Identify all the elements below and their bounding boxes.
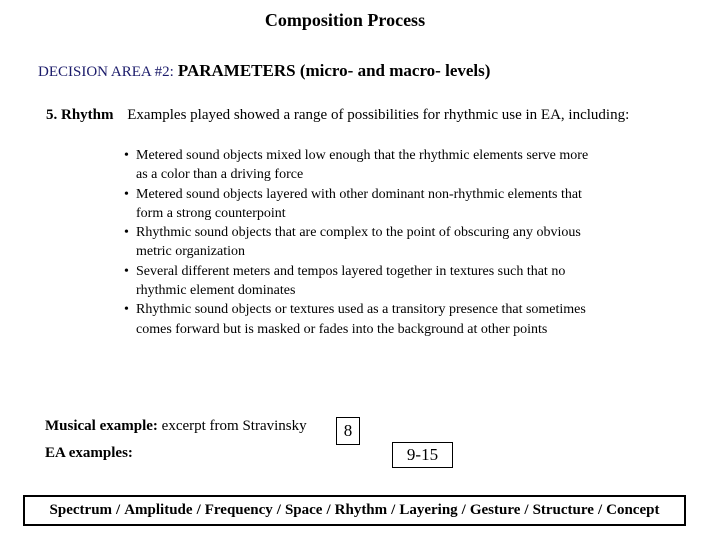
bullet-text: rhythmic element dominates [136, 283, 296, 299]
footer-item-layering[interactable]: Layering [399, 502, 458, 518]
bullet-item [124, 146, 684, 185]
footer-separator: / [326, 502, 331, 518]
bullet-item [124, 185, 684, 224]
musical-example [45, 418, 307, 435]
bullet-icon: • [124, 148, 129, 163]
musical-example-track-box[interactable]: 8 [336, 417, 360, 445]
footer-separator: / [461, 502, 466, 518]
bullet-icon: • [124, 302, 129, 318]
footer-separator: / [524, 502, 529, 518]
footer-separator: / [196, 502, 201, 518]
slide-title: Composition Process [264, 10, 426, 30]
footer-item-structure[interactable]: Structure [532, 502, 594, 518]
bullet-text: comes forward but is masked or fades into the background at other points [136, 321, 548, 337]
bullet-item [124, 223, 684, 262]
ea-examples [45, 445, 133, 462]
bullet-icon: • [124, 225, 129, 241]
bullet-item [124, 300, 684, 339]
ea-examples-label: EA examples: [45, 445, 133, 461]
footer-item-gesture[interactable]: Gesture [469, 502, 521, 518]
bullet-text: Several different meters and tempos layered together in textures such that no [136, 263, 566, 279]
parameter-nav-footer [23, 495, 686, 526]
bullet-text: Rhythmic sound objects that are complex to the point of obscuring any obvious [136, 225, 581, 241]
bullet-text: metric organization [136, 244, 245, 260]
bullet-item [124, 262, 684, 301]
bullet-text: Metered sound objects mixed low enough that the rhythmic elements serve more [136, 148, 589, 163]
musical-example-label: Musical example: [45, 418, 158, 434]
musical-example-text: excerpt from Stravinsky [161, 418, 307, 434]
parameters-heading: PARAMETERS (micro- and macro- levels) [177, 61, 491, 80]
footer-item-concept[interactable]: Concept [606, 502, 660, 518]
footer-separator: / [116, 502, 121, 518]
footer-item-amplitude[interactable]: Amplitude [124, 502, 193, 518]
footer-item-space[interactable]: Space [284, 502, 323, 518]
footer-separator: / [391, 502, 396, 518]
footer-separator: / [276, 502, 281, 518]
ea-examples-track-box[interactable]: 9-15 [392, 442, 453, 468]
bullet-text: Metered sound objects layered with other dominant non-rhythmic elements that [136, 186, 582, 202]
rhythm-label: 5. Rhythm [46, 107, 114, 123]
bullet-text: as a color than a driving force [136, 167, 304, 183]
footer-item-spectrum[interactable]: Spectrum [49, 502, 113, 518]
footer-item-frequency[interactable]: Frequency [204, 502, 273, 518]
rhythm-description: Examples played showed a range of possibilities for rhythmic use in EA, including: [127, 107, 630, 123]
decision-area-heading [38, 61, 490, 81]
footer-separator: / [597, 502, 603, 518]
decision-area-label: DECISION AREA #2: [38, 64, 174, 80]
rhythm-section [46, 107, 629, 124]
bullet-text: Rhythmic sound objects or textures used as a transitory presence that sometimes [136, 302, 586, 318]
bullet-icon: • [124, 186, 129, 202]
bullet-list [124, 146, 684, 339]
footer-item-rhythm[interactable]: Rhythm [334, 502, 388, 518]
bullet-text: form a strong counterpoint [136, 205, 286, 221]
bullet-icon: • [124, 263, 129, 279]
